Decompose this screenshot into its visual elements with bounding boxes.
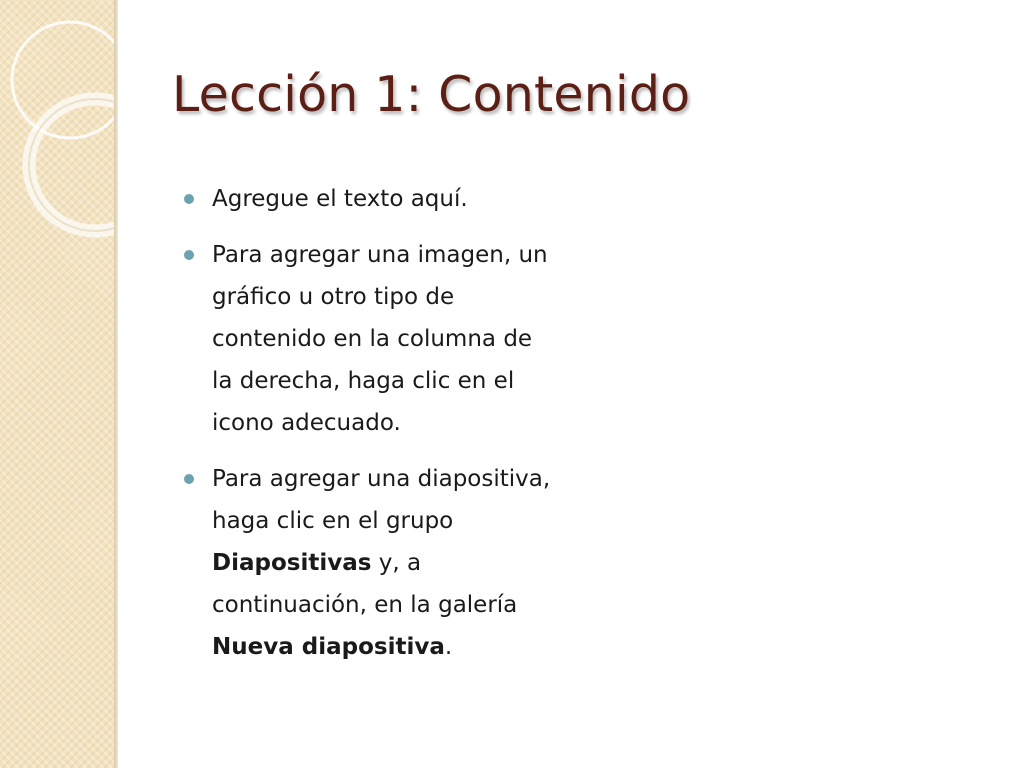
bullet-dot-icon	[184, 250, 194, 260]
bullet-text: Para agregar una imagen, un gráfico u otro tipo de contenido en la columna de la derecha, haga clic en el icono adecuado.	[212, 242, 548, 436]
sidebar-divider	[114, 0, 118, 768]
bullet-text	[212, 458, 554, 668]
bullet-item	[184, 178, 554, 220]
bold-term-nueva-diapositiva: Nueva diapositiva	[212, 634, 445, 660]
bullet-list	[184, 178, 554, 682]
bullet-text: Agregue el texto aquí.	[212, 186, 468, 212]
bullet-text-part: Para agregar una diapositiva, haga clic en el grupo	[212, 466, 551, 534]
slide-title: Lección 1: Contenido	[172, 66, 691, 123]
bold-term-diapositivas: Diapositivas	[212, 550, 372, 576]
decorative-rings-icon	[0, 0, 114, 260]
bullet-item	[184, 234, 554, 444]
bullet-text-part: y, a continuación, en la galería	[212, 550, 518, 618]
bullet-dot-icon	[184, 194, 194, 204]
bullet-text-part: .	[444, 634, 453, 660]
bullet-item	[184, 458, 554, 668]
decorative-sidebar	[0, 0, 114, 768]
bullet-dot-icon	[184, 474, 194, 484]
